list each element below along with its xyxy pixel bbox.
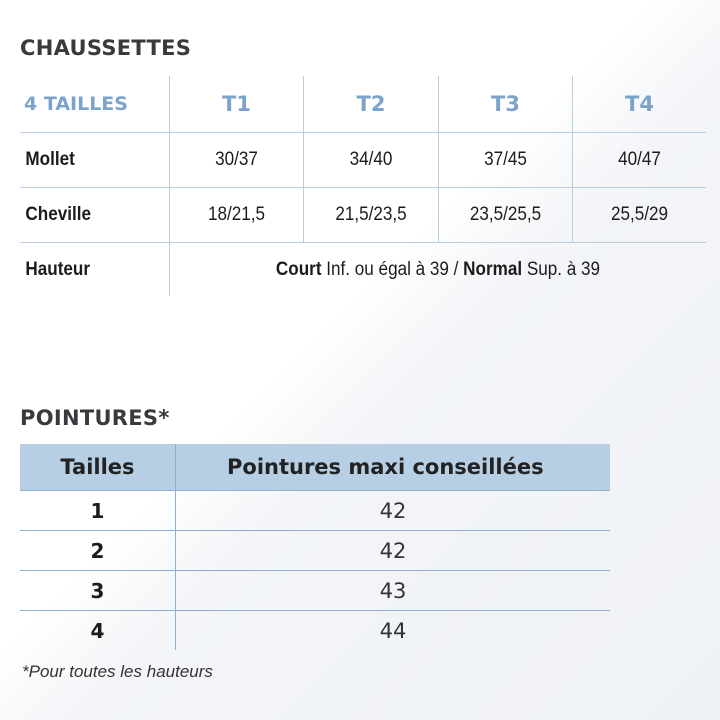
hauteur-normal-label: Normal <box>463 258 523 280</box>
mollet-t4: 40/47 <box>618 149 661 170</box>
taille-cell: 1 <box>90 498 105 523</box>
cheville-t4: 25,5/29 <box>610 204 669 225</box>
row-label-hauteur: Hauteur <box>25 258 91 280</box>
cheville-t2: 21,5/23,5 <box>335 204 407 225</box>
hauteur-value <box>197 243 679 296</box>
size-header-t3: T3 <box>491 92 520 116</box>
mollet-t3: 37/45 <box>484 149 527 170</box>
size-header-t4: T4 <box>625 92 654 116</box>
footnote: *Pour toutes les hauteurs <box>22 662 213 681</box>
pointure-cell: 43 <box>379 578 407 603</box>
cheville-t1: 18/21,5 <box>207 204 266 225</box>
col-header-tailles: Tailles <box>60 455 135 479</box>
pointure-cell: 42 <box>379 538 407 563</box>
taille-cell: 3 <box>90 578 105 603</box>
mollet-t1: 30/37 <box>215 149 258 170</box>
taille-cell: 4 <box>90 618 105 643</box>
chaussettes-table <box>20 76 706 296</box>
size-header-t2: T2 <box>356 92 386 116</box>
chaussettes-title: CHAUSSETTES <box>20 36 192 60</box>
sizes-corner-header: 4 TAILLES <box>24 93 128 115</box>
pointures-title: POINTURES* <box>20 406 170 430</box>
pointures-table <box>20 444 610 650</box>
hauteur-court-text: Inf. ou égal à 39 / <box>326 258 459 280</box>
pointure-cell: 42 <box>379 498 407 523</box>
size-header-t1: T1 <box>222 92 251 116</box>
hauteur-normal-text: Sup. à 39 <box>526 258 601 280</box>
hauteur-court-label: Court <box>275 258 322 280</box>
col-header-pointures: Pointures maxi conseillées <box>227 455 544 479</box>
cheville-t3: 23,5/25,5 <box>469 204 542 225</box>
taille-cell: 2 <box>90 538 105 563</box>
row-label-mollet: Mollet <box>25 149 75 170</box>
pointure-cell: 44 <box>379 618 407 643</box>
mollet-t2: 34/40 <box>349 149 393 170</box>
row-label-cheville: Cheville <box>25 204 91 225</box>
